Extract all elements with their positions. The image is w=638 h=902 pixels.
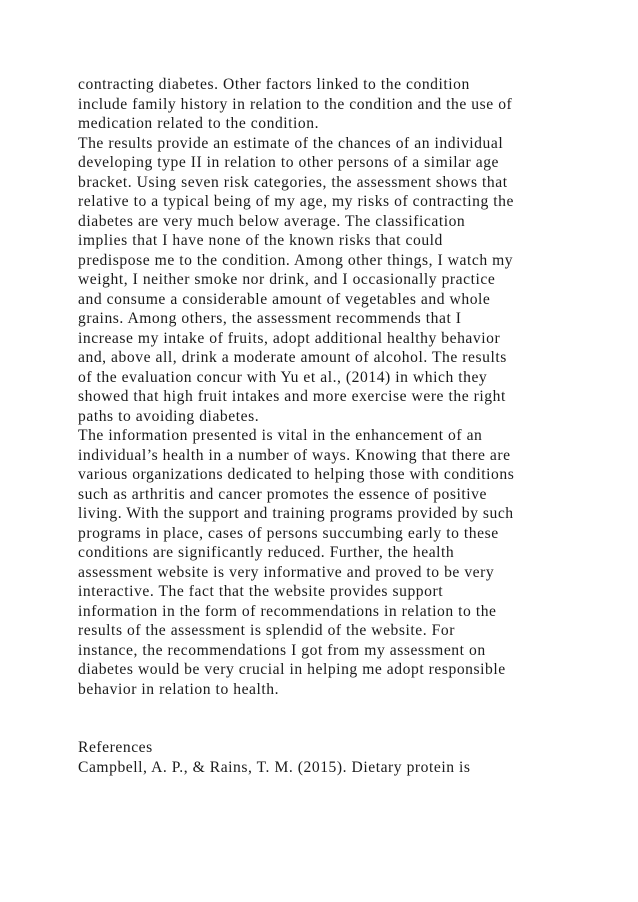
text-line: behavior in relation to health. bbox=[78, 680, 280, 698]
text-line: and consume a considerable amount of vegetables and whole bbox=[78, 290, 491, 308]
text-line: individual’s health in a number of ways. Knowing that there are bbox=[78, 446, 511, 464]
text-line: developing type II in relation to other persons of a similar age bbox=[78, 154, 500, 171]
text-line: The results provide an estimate of the chances of an individual bbox=[78, 134, 504, 152]
text-line: interactive. The fact that the website provides support bbox=[78, 583, 444, 600]
text-line: such as arthritis and cancer promotes the essence of positive bbox=[78, 485, 487, 503]
text-line: information in the form of recommendations in relation to the bbox=[78, 602, 497, 620]
text-line: bracket. Using seven risk categories, the assessment shows that bbox=[78, 173, 508, 191]
text-line: The information presented is vital in the enhancement of an bbox=[78, 427, 483, 444]
body-text bbox=[78, 75, 578, 777]
text-line: contracting diabetes. Other factors linked to the condition bbox=[78, 76, 470, 93]
text-line: assessment website is very informative and proved to be very bbox=[78, 563, 495, 581]
text-line: and, above all, drink a moderate amount of alcohol. The results bbox=[78, 349, 507, 366]
text-line: paths to avoiding diabetes. bbox=[78, 407, 260, 425]
text-line: relative to a typical being of my age, my risks of contracting the bbox=[78, 193, 514, 210]
text-line: predispose me to the condition. Among other things, I watch my bbox=[78, 251, 514, 269]
text-line: instance, the recommendations I got from my assessment on bbox=[78, 641, 486, 659]
text-line: programs in place, cases of persons succumbing early to these bbox=[78, 524, 499, 542]
text-line: include family history in relation to the condition and the use of bbox=[78, 95, 513, 113]
text-line: living. With the support and training programs provided by such bbox=[78, 505, 514, 522]
text-line: grains. Among others, the assessment recommends that I bbox=[78, 310, 462, 327]
text-line: results of the assessment is splendid of the website. For bbox=[78, 622, 455, 639]
text-line: weight, I neither smoke nor drink, and I occasionally practice bbox=[78, 271, 496, 288]
text-line: increase my intake of fruits, adopt additional healthy behavior bbox=[78, 329, 501, 347]
text-line: of the evaluation concur with Yu et al., (2014) in which they bbox=[78, 368, 488, 386]
text-line: medication related to the condition. bbox=[78, 115, 320, 132]
references-heading: References bbox=[78, 739, 153, 756]
blank-line bbox=[78, 699, 578, 719]
text-line: diabetes would be very crucial in helping me adopt responsible bbox=[78, 661, 506, 678]
blank-line bbox=[78, 719, 578, 739]
text-line: conditions are significantly reduced. Further, the health bbox=[78, 544, 455, 561]
reference-entry: Campbell, A. P., & Rains, T. M. (2015). Dietary protein is bbox=[78, 758, 471, 776]
text-line: diabetes are very much below average. The classification bbox=[78, 212, 466, 230]
text-line: showed that high fruit intakes and more exercise were the right bbox=[78, 388, 506, 405]
text-line: implies that I have none of the known risks that could bbox=[78, 232, 443, 249]
text-line: various organizations dedicated to helping those with conditions bbox=[78, 466, 515, 483]
